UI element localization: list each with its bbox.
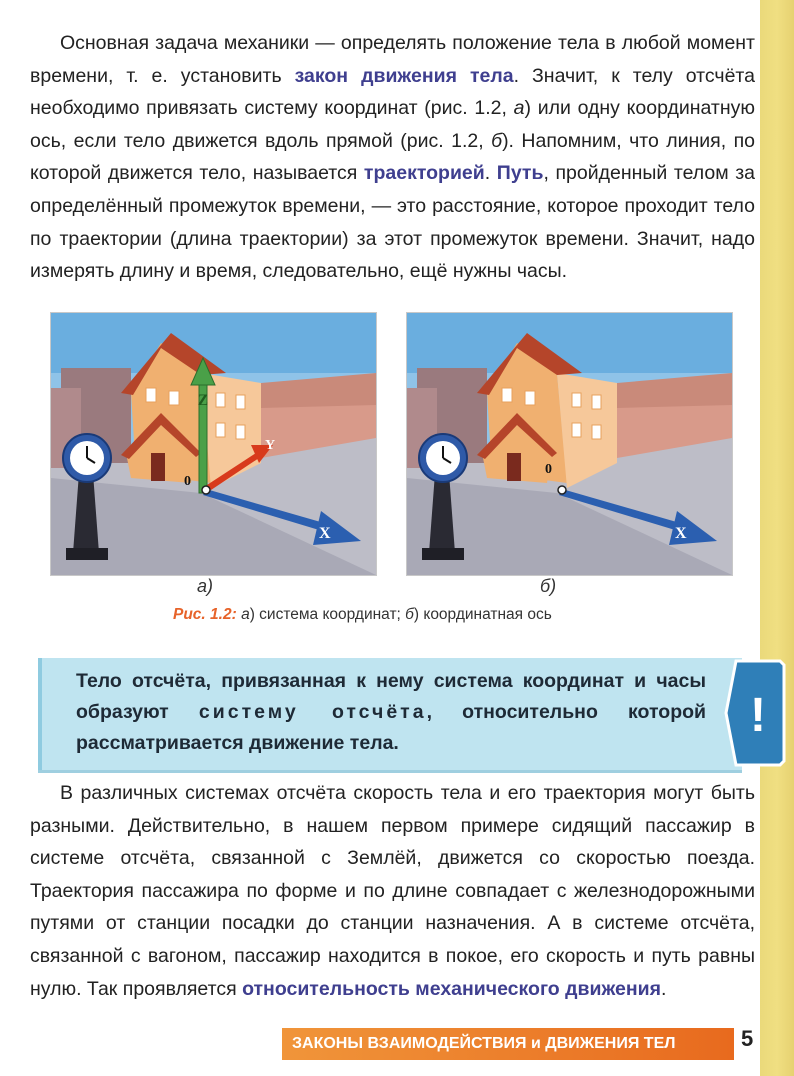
exclamation-icon: [724, 659, 786, 767]
caption-title: Рис. 1.2:: [173, 606, 237, 623]
axis-z-label: Z: [197, 392, 209, 409]
relativity-paragraph: В различных системах отсчёта скорость тела и его траектория могут быть разными. Действительно, в нашем первом примере сидящий пассажир в системе отсчёта, связанной с Землёй, движется со скоростью поезда. Траектория пассажира по форме и по длине совпадает с железнодорожными путями от станции посадки до станции назначения. А в системе отсчёта, связанной с вагоном, пассажир находится в покое, его скорость и путь равны нулю. Так проявляется относительность механического движения.: [30, 782, 755, 1000]
definition-text: Тело отсчёта, привязанная к нему система координат и часы образуют систему отсчёта, относительно которой рассматривается движение тела.: [76, 670, 706, 754]
term-relativity: относительность механического движения: [242, 977, 662, 1000]
axis-x-label: X: [319, 525, 331, 542]
page-number: 5: [741, 1026, 754, 1051]
origin-label: 0: [184, 474, 191, 489]
figure-coordinate-axis: [406, 312, 733, 576]
definition-box: [38, 658, 742, 770]
panel-label-a: а): [197, 576, 214, 596]
chapter-footer-title: ЗАКОНЫ ВЗАИМОДЕЙСТВИЯ и ДВИЖЕНИЯ ТЕЛ: [282, 1028, 734, 1060]
term-law-of-motion: закон движения тела: [294, 64, 514, 87]
axis-y-label: Y: [265, 438, 276, 453]
page-edge-stripe: [760, 0, 794, 1076]
term-path: Путь: [496, 162, 544, 185]
origin-label-b: 0: [545, 462, 552, 477]
svg-text:!: !: [750, 689, 766, 742]
figure-coordinate-system: [50, 312, 377, 576]
term-reference-frame: систему отсчёта: [198, 701, 427, 723]
panel-label-b: б): [540, 576, 557, 596]
axis-x-label-b: X: [675, 525, 687, 542]
figure-caption: Рис. 1.2: а) система координат; б) координатная ось: [173, 606, 552, 623]
intro-paragraph: Основная задача механики — определять положение тела в любой момент времени, т. е. установить закон движения тела. Значит, к телу отсчёта необходимо привязать систему координат (рис. 1.2, а) или одну координатную ось, если тело движется вдоль прямой (рис. 1.2, б). Напомним, что линия, по которой движется тело, называется траекторией. Путь, пройденный телом за определённый промежуток времени, — это расстояние, которое проходит тело по траектории (длина траектории) за этот промежуток времени. Значит, надо измерять длину и время, следовательно, ещё нужны часы.: [30, 32, 755, 283]
term-trajectory: траекторией: [363, 162, 485, 185]
